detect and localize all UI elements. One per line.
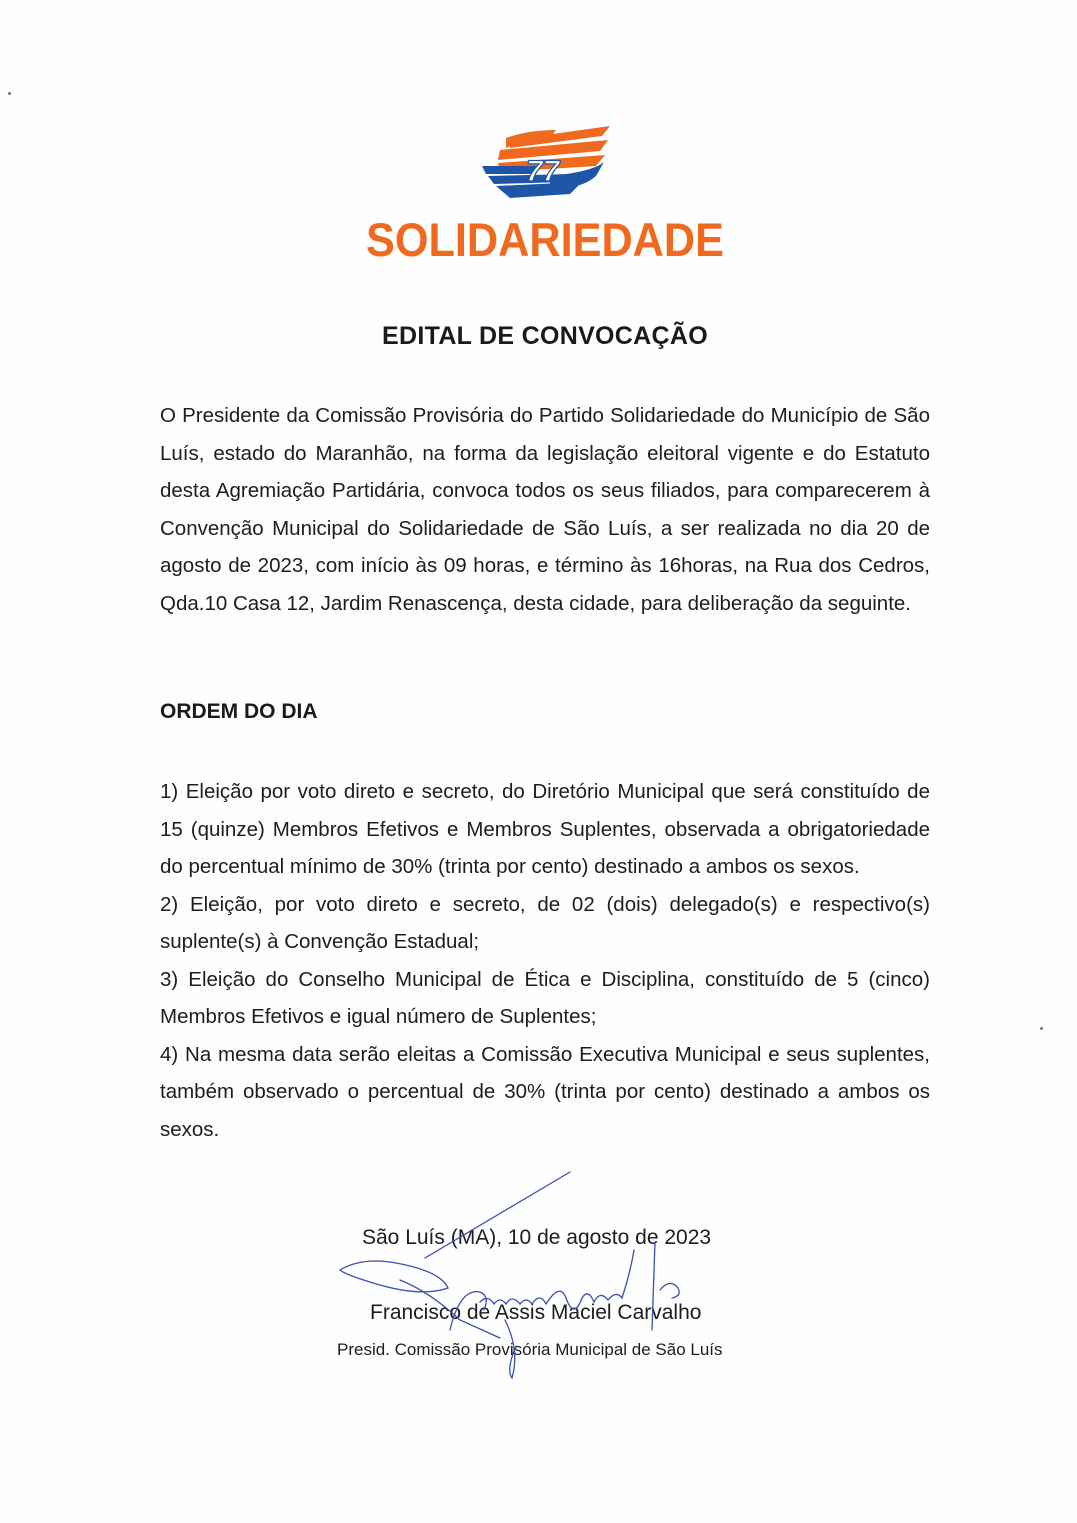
logo-wordmark: SOLIDARIEDADE [366, 213, 724, 266]
agenda-list [160, 773, 930, 1148]
logo-number: 77 [526, 155, 560, 188]
agenda-item: 2) Eleição, por voto direto e secreto, de 02 (dois) delegado(s) e respectivo(s) suplente(s) à Convenção Estadual; [160, 892, 930, 953]
place-and-date: São Luís (MA), 10 de agosto de 2023 [362, 1226, 712, 1249]
signer-name: Francisco de Assis Maciel Carvalho [370, 1301, 702, 1324]
agenda-heading: ORDEM DO DIA [160, 700, 318, 723]
party-logo [360, 118, 730, 268]
scan-speck [1040, 1027, 1043, 1030]
scan-speck [8, 92, 11, 95]
agenda-item: 4) Na mesma data serão eleitas a Comissão Executiva Municipal e seus suplentes, também observado o percentual de 30% (trinta por cento) destinado a ambos os sexos. [160, 1042, 930, 1141]
intro-paragraph: O Presidente da Comissão Provisória do Partido Solidariedade do Município de São Luís, estado do Maranhão, na forma da legislação eleitoral vigente e do Estatuto desta Agremiação Partidária, convoca todos os seus filiados, para comparecerem à Convenção Municipal do Solidariedade de São Luís, a ser realizada no dia 20 de agosto de 2023, com início às 09 horas, e término às 16horas, na Rua dos Cedros, Qda.10 Casa 12, Jardim Renascença, desta cidade, para deliberação da seguinte. [160, 404, 930, 615]
signer-role: Presid. Comissão Provisória Municipal de São Luís [337, 1340, 723, 1359]
solidariedade-logo-icon [360, 118, 730, 268]
agenda-item: 1) Eleição por voto direto e secreto, do Diretório Municipal que será constituído de 15 (quinze) Membros Efetivos e Membros Suplentes, observada a obrigatoriedade do percentual mínimo de 30% (trinta por cento) destinado a ambos os sexos. [160, 780, 930, 878]
agenda-item: 3) Eleição do Conselho Municipal de Ética e Disciplina, constituído de 5 (cinco) Membros Efetivos e igual número de Suplentes; [160, 967, 930, 1028]
document-title: EDITAL DE CONVOCAÇÃO [382, 322, 708, 350]
